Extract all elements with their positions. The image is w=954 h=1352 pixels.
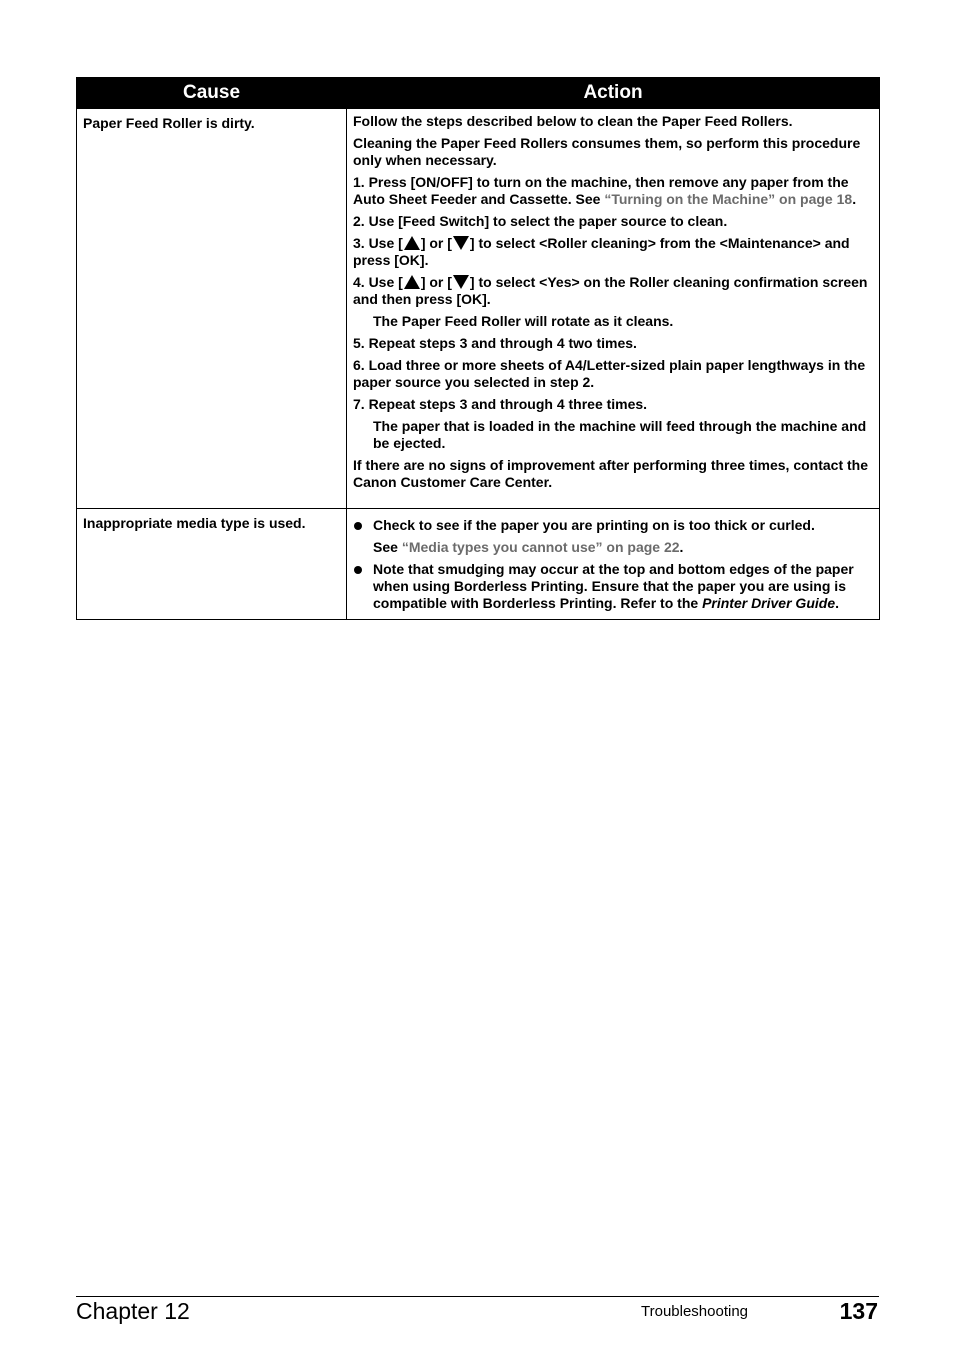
turning-on-link[interactable]: “Turning on the Machine” on page 18 (604, 191, 853, 207)
up-triangle-icon (404, 275, 420, 289)
step-3: 3. Use [ ] or [ ] to select <Roller cleaning> from the <Maintenance> and press [OK]. (353, 235, 850, 268)
step-2: 2. Use [Feed Switch] to select the paper source to clean. (353, 213, 728, 229)
step-4: 4. Use [ ] or [ ] to select <Yes> on the Roller cleaning confirmation screen and then press [OK]. (353, 274, 868, 307)
down-triangle-icon (453, 236, 469, 250)
action-cell (347, 109, 880, 509)
step-5: 5. Repeat steps 3 and through 4 two times. (353, 335, 637, 351)
page-number: 137 (839, 1298, 878, 1324)
step-6: 6. Load three or more sheets of A4/Letter-sized plain paper lengthways in the paper source you selected in step 2. (353, 357, 866, 390)
action-note: Cleaning the Paper Feed Rollers consumes them, so perform this procedure only when necessary. (353, 135, 861, 168)
step-1: 1. Press [ON/OFF] to turn on the machine, then remove any paper from the Auto Sheet Feeder and Cassette. See “Turning on the Machine” on page 18. (353, 174, 857, 207)
action-cell (347, 509, 880, 620)
cause-cell: Paper Feed Roller is dirty. (77, 109, 347, 509)
step-7: 7. Repeat steps 3 and through 4 three times. (353, 396, 648, 412)
bullet-icon (354, 522, 362, 530)
table-row (77, 109, 880, 509)
cause-header: Cause (77, 78, 347, 109)
table-row (77, 509, 880, 620)
step-7-note: The paper that is loaded in the machine will feed through the machine and be ejected. (373, 418, 867, 451)
closing-note: If there are no signs of improvement after performing three times, contact the Canon Customer Care Center. (353, 457, 868, 490)
bullet-item: Note that smudging may occur at the top and bottom edges of the paper when using Borderless Printing. Ensure that the paper you are using is compatible with Borderless Printing. Refer to the Printer Driver Guide. (353, 561, 871, 612)
section-label: Troubleshooting (641, 1303, 749, 1320)
step-4-note: The Paper Feed Roller will rotate as it cleans. (373, 313, 674, 329)
footer-divider (76, 1296, 879, 1297)
printer-driver-guide-ref: Printer Driver Guide (702, 595, 836, 611)
down-triangle-icon (453, 275, 469, 289)
media-types-link[interactable]: “Media types you cannot use” on page 22 (401, 539, 680, 555)
bullet-item: Check to see if the paper you are printing on is too thick or curled. (353, 517, 871, 534)
chapter-label: Chapter 12 (76, 1298, 190, 1324)
bullet-see: See “Media types you cannot use” on page 22. (373, 539, 684, 555)
action-intro: Follow the steps described below to clean the Paper Feed Rollers. (353, 113, 793, 129)
action-header: Action (347, 78, 880, 109)
bullet-icon (354, 566, 362, 574)
troubleshooting-table (76, 77, 880, 620)
cause-cell: Inappropriate media type is used. (77, 509, 347, 620)
up-triangle-icon (404, 236, 420, 250)
